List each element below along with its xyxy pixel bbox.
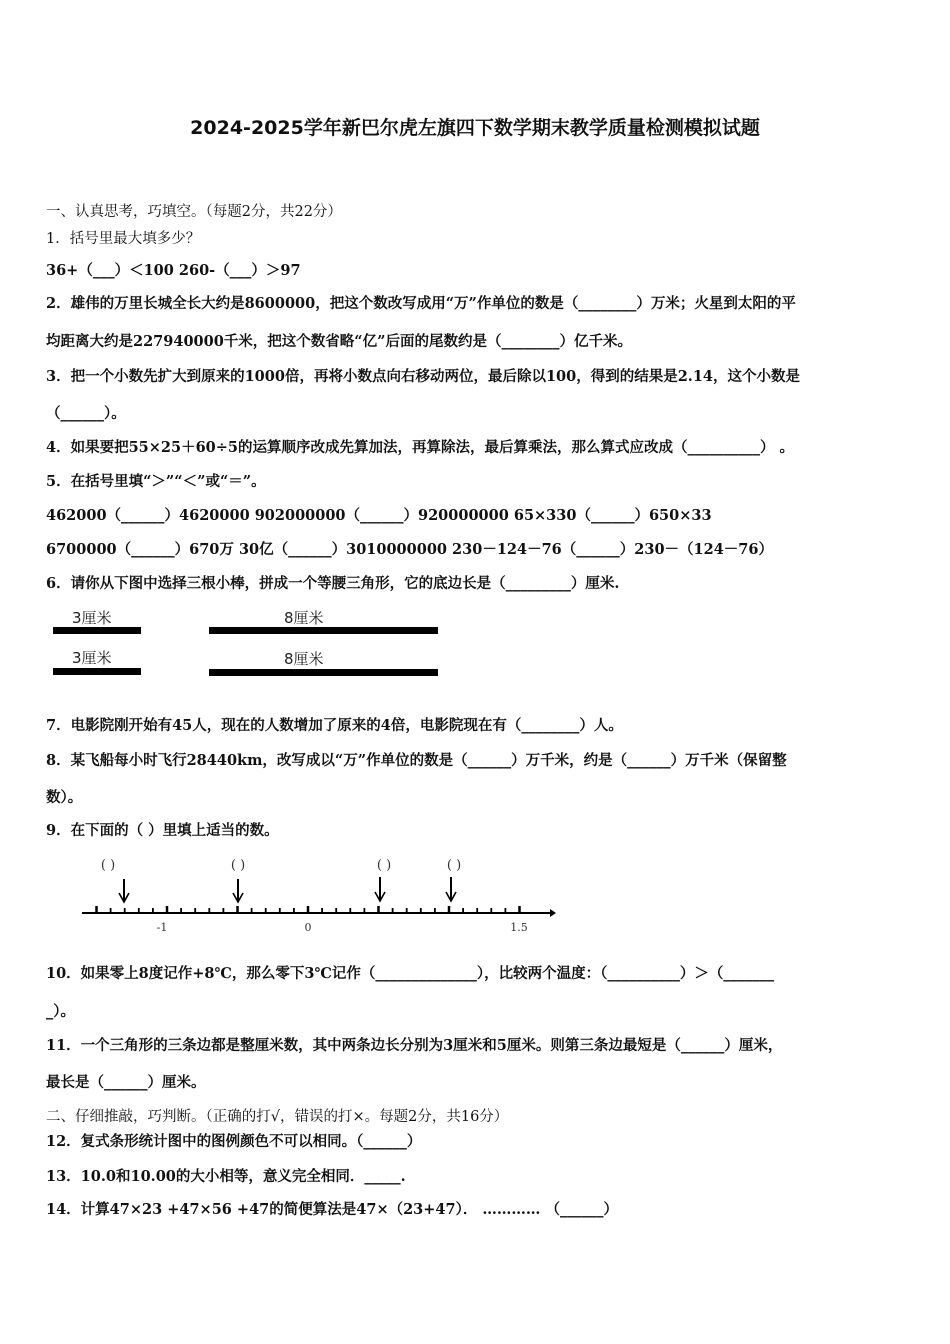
- question-5: 5．在括号里填“＞”“＜”或“＝”。: [46, 473, 266, 490]
- stick-8cm: [209, 627, 438, 634]
- stick-label: 3厘米: [72, 649, 112, 667]
- question-1-items: 36+（___）＜100 260-（___）＞97: [46, 262, 301, 279]
- question-7: 7．电影院刚开始有45人，现在的人数增加了原来的4倍，电影院现在有（________）人。: [46, 717, 623, 734]
- stick-3cm: [53, 668, 141, 675]
- tick-label-0: 0: [304, 921, 312, 934]
- blank-label: ( ): [100, 858, 116, 873]
- axis-arrow: [550, 909, 556, 917]
- stick-label: 8厘米: [284, 609, 324, 627]
- question-5-row-1: 462000（______）4620000 902000000（______）920000000 65×330（______）650×33: [46, 507, 712, 524]
- question-3-line-1: 3．把一个小数先扩大到原来的1000倍，再将小数点向右移动两位，最后除以100，得到的结果是2.14，这个小数是: [46, 368, 801, 385]
- stick-8cm: [209, 669, 438, 676]
- question-4: 4．如果要把55×25＋60÷5的运算顺序改成先算加法，再算除法，最后算乘法，那么算式应改成（__________） 。: [46, 439, 795, 456]
- question-5-row-2: 6700000（______）670万 30亿（______）3010000000 230－124－76（______）230－（124－76）: [46, 541, 773, 558]
- question-8-line-2: 数）。: [46, 789, 83, 806]
- question-11-line-2: 最长是（______）厘米。: [46, 1074, 206, 1091]
- question-11-line-1: 11．一个三角形的三条边都是整厘米数，其中两条边长分别为3厘米和5厘米。则第三条边最短是（______）厘米，: [46, 1037, 783, 1054]
- question-12: 12．复式条形统计图中的图例颜色不可以相同。（______）: [46, 1133, 422, 1150]
- section-heading: 二、仔细推敲，巧判断。（正确的打√，错误的打×。每题2分，共16分）: [46, 1109, 509, 1125]
- question-9: 9．在下面的（ ）里填上适当的数。: [46, 822, 279, 839]
- question-3-line-2: （______）。: [46, 405, 126, 422]
- question-8-line-1: 8．某飞船每小时飞行28440km，改写成以“万”作单位的数是（______）万千米，约是（______）万千米（保留整: [46, 752, 787, 769]
- question-14: 14．计算47×23 +47×56 +47的简便算法是47×（23+47）． ………… （______）: [46, 1201, 618, 1218]
- question-10-line-2: _）。: [46, 1003, 75, 1020]
- question-10-line-1: 10．如果零上8度记作+8℃，那么零下3℃记作（______________），比较两个温度：（__________）＞（_______: [46, 965, 775, 982]
- page-title: 2024-2025学年新巴尔虎左旗四下数学期末教学质量检测模拟试题: [190, 117, 760, 139]
- tick-label-neg1: -1: [156, 921, 168, 934]
- question-13: 13．10.0和10.00的大小相等，意义完全相同．_____.: [46, 1168, 406, 1185]
- section-heading: 一、认真思考，巧填空。（每题2分，共22分）: [46, 204, 342, 220]
- blank-label: ( ): [230, 858, 246, 873]
- number-line: [78, 852, 558, 938]
- question-1: 1．括号里最大填多少？: [46, 231, 201, 247]
- tick-label-1-5: 1.5: [510, 921, 528, 934]
- blank-label: ( ): [376, 858, 392, 873]
- stick-3cm: [53, 627, 141, 634]
- blank-label: ( ): [446, 858, 462, 873]
- stick-label: 3厘米: [72, 609, 112, 627]
- question-6: 6．请你从下图中选择三根小棒，拼成一个等腰三角形，它的底边长是（_________）厘米.: [46, 575, 620, 592]
- question-2-line-2: 均距离大约是227940000千米，把这个数省略“亿”后面的尾数约是（________）亿千米。: [46, 333, 632, 350]
- question-2-line-1: 2．雄伟的万里长城全长大约是8600000，把这个数改写成用“万”作单位的数是（________）万米；火星到太阳的平: [46, 295, 796, 312]
- stick-label: 8厘米: [284, 650, 324, 668]
